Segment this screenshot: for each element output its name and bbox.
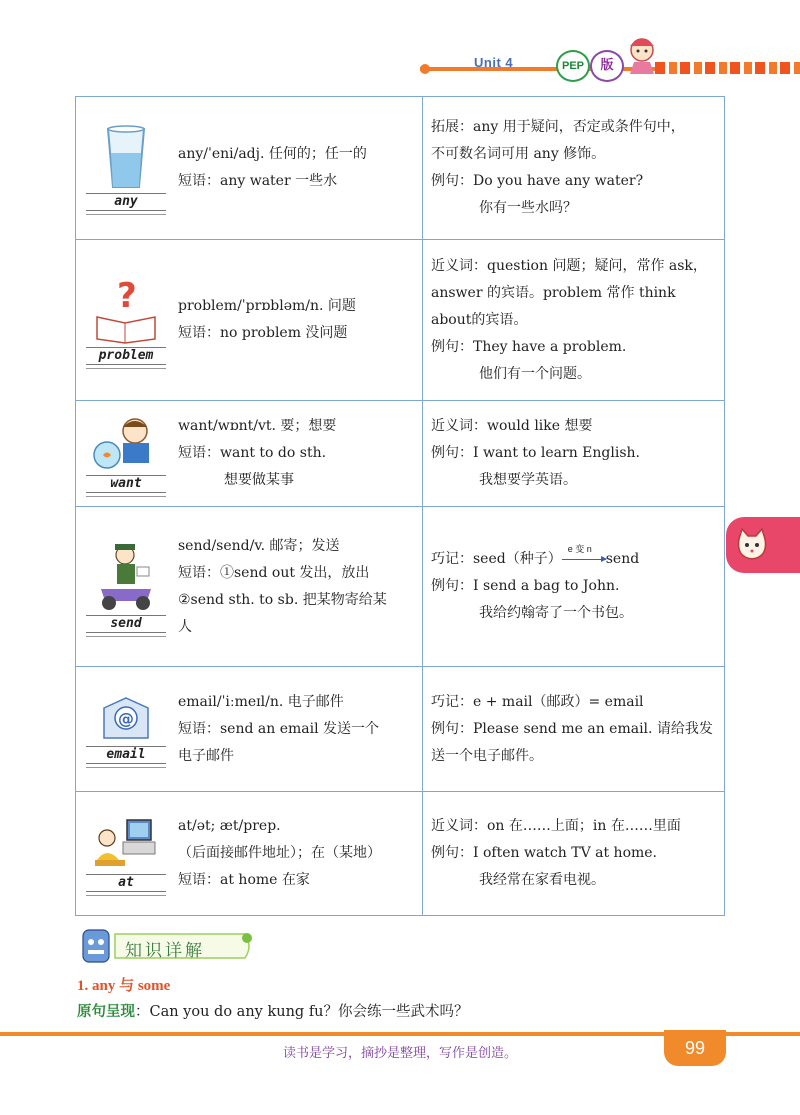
boy-fishbowl-icon [91,415,161,473]
table-row [76,667,725,792]
table-row [76,507,725,667]
question-book-icon [91,275,161,345]
synonym-line: answer 的宾语。problem 常作 think [431,284,676,301]
postman-scooter-icon [91,541,161,613]
example-line: 送一个电子邮件。 [431,747,543,764]
word-picture [82,694,170,764]
page-number: 99 [664,1030,726,1066]
word-label: problem [86,347,166,365]
phrase-line: ②send sth. to sb. 把某物寄给某 [178,591,387,608]
page-header [0,0,800,90]
word-picture [82,125,170,211]
header-pattern [655,62,800,74]
phonetic-line: any/ˈeni/adj. 任何的；任一的 [178,146,367,162]
phrase-line: 短语：at home 在家 [178,872,310,888]
phrase-line: 短语：no problem 没问题 [178,325,348,341]
example-translation: 我经常在家看电视。 [479,872,605,888]
word-label: want [86,475,166,493]
transform-note: e 变 n [567,544,592,554]
example-line: 例句：They have a problem. [431,338,627,355]
word-label: send [86,615,166,633]
word-picture [82,275,170,365]
example-line: 例句：Please send me an email. 请给我发 [431,720,713,737]
knowledge-title: 知识详解 [125,941,205,961]
word-picture [82,816,170,892]
phonetic-line: at/ət; æt/prep. [178,818,281,834]
synonym-line: 近义词：on 在……上面；in 在……里面 [431,818,681,834]
table-row [76,97,725,240]
phrase-translation: 想要做某事 [224,472,294,488]
phrase-line: 短语：send an email 发送一个 [178,720,380,737]
vocab-table [75,96,725,916]
header-dot [420,64,430,74]
mascot-icon [620,32,664,76]
table-row [76,401,725,507]
word-label: email [86,746,166,764]
phonetic-line: email/ˈiːmeɪl/n. 电子邮件 [178,693,344,710]
example-translation: 我给约翰寄了一个书包。 [479,605,633,621]
memory-tip-line [431,546,716,573]
phrase-line: 人 [178,618,192,635]
memory-tip-line: 巧记：e + mail（邮政）= email [431,693,644,710]
phrase-line: 短语：①send out 发出，放出 [178,564,370,581]
original-sentence-text: ：Can you do any kung fu？你会练一些武术吗？ [135,1004,469,1020]
email-at-icon [96,694,156,744]
memory-tip-prefix: 巧记：seed（种子） [431,551,562,567]
pep-badge: PEP [556,50,590,82]
footer-motto: 读书是学习，摘抄是整理，写作是创造。 [282,1046,517,1061]
svg-text:?: ? [117,276,137,316]
example-translation: 你有一些水吗？ [479,200,577,216]
cat-face-icon [734,527,770,563]
original-sentence-label: 原句呈现 [77,1003,135,1020]
svg-text:@: @ [118,709,134,728]
phonetic-line: send/send/v. 邮寄；发送 [178,537,340,554]
word-picture [82,541,170,633]
side-tab [726,517,800,573]
phrase-line: 电子邮件 [178,747,234,764]
phrase-line: 短语：want to do sth. [178,445,327,461]
memory-tip-suffix: send [605,551,640,567]
edition-badge: 版 [590,50,624,82]
unit-label: Unit 4 [474,55,514,70]
example-line: 例句：I often watch TV at home. [431,845,658,861]
original-sentence [77,1000,469,1021]
synonym-line: 近义词：would like 想要 [431,418,593,434]
word-label: any [86,193,166,211]
synonym-line: about的宾语。 [431,311,528,328]
word-picture [82,415,170,493]
example-line: 例句：Do you have any water? [431,173,644,189]
transform-arrow [562,546,606,573]
phonetic-line: want/wɒnt/vt. 要；想要 [178,418,337,434]
extension-line: 拓展：any 用于疑问，否定或条件句中， [431,119,685,135]
phonetic-line: problem/ˈprɒbləm/n. 问题 [178,298,356,314]
meaning-line: （后面接邮件地址）；在（某地） [178,845,381,861]
example-line: 例句：I want to learn English. [431,445,640,461]
synonym-line: 近义词：question 问题；疑问，常作 ask， [431,257,707,274]
example-translation: 我想要学英语。 [479,472,577,488]
table-row [76,240,725,401]
tv-person-icon [93,816,159,872]
arrow-icon [562,559,606,560]
example-line: 例句：I send a bag to John. [431,578,620,594]
phrase-line: 短语：any water 一些水 [178,173,338,189]
example-translation: 他们有一个问题。 [479,365,591,382]
water-glass-icon [96,125,156,191]
word-label: at [86,874,166,892]
section-title: 1. any 与 some [77,978,171,994]
table-row [76,792,725,916]
extension-line: 不可数名词可用 any 修饰。 [431,146,606,162]
